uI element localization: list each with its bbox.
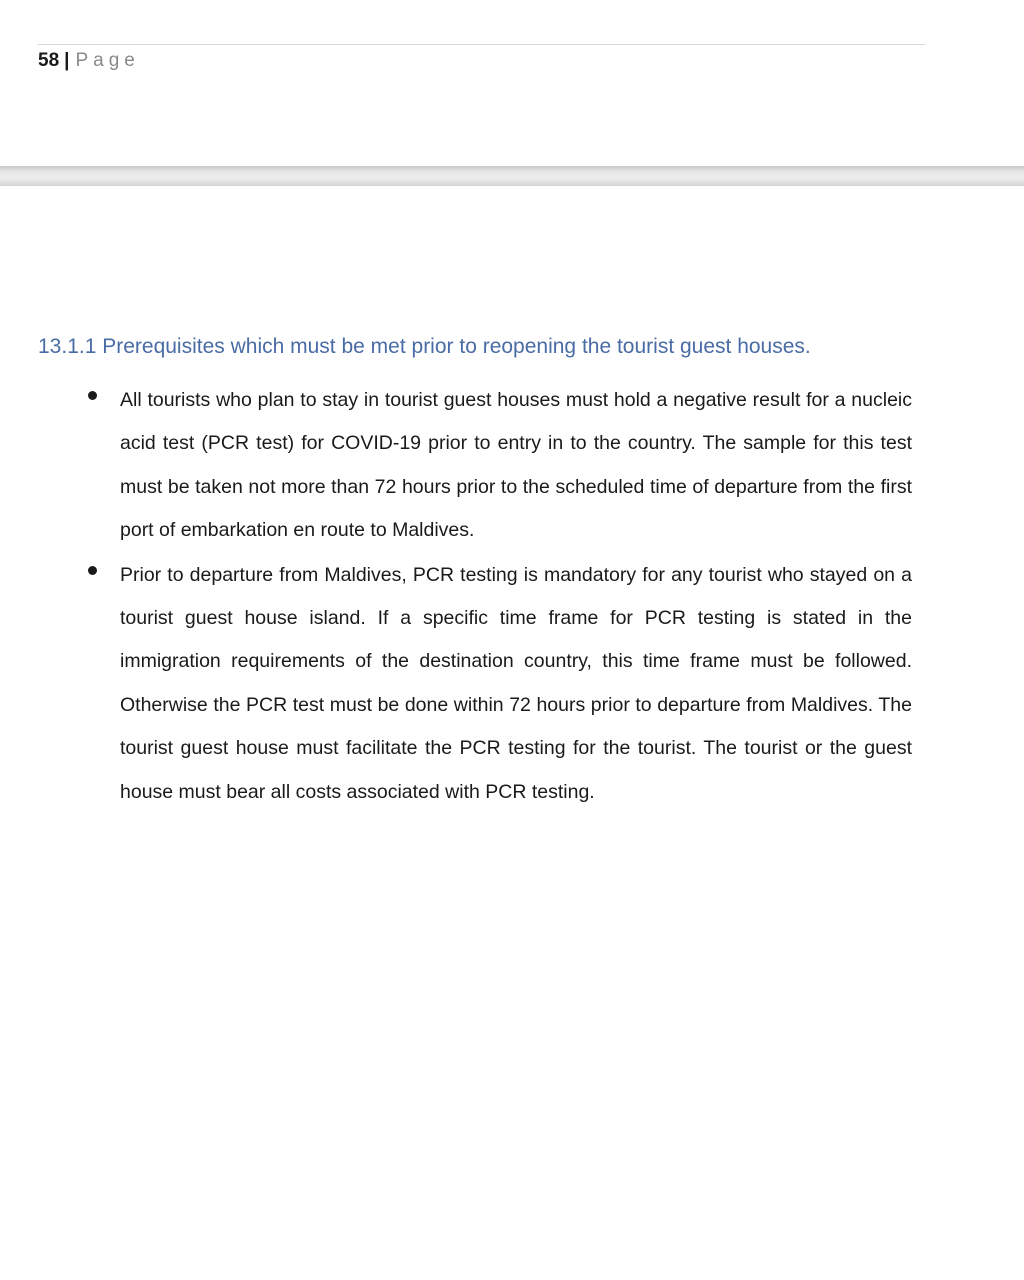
list-item	[0, 379, 1024, 553]
previous-page-footer	[0, 0, 1024, 166]
bullet-point-icon	[88, 566, 97, 575]
page-label: Page	[75, 50, 140, 71]
list-item-text: All tourists who plan to stay in tourist guest houses must hold a negative result for a nucleic acid test (PCR test) for COVID-19 prior to entry in to the country. The sample for this test must be taken not more than 72 hours prior to the scheduled time of departure from the first port of embarkation en route to Maldives.	[120, 389, 912, 542]
page-number-line	[38, 49, 140, 73]
section-heading: 13.1.1 Prerequisites which must be met prior to reopening the tourist guest houses.	[38, 335, 811, 358]
page-number-separator: |	[64, 50, 70, 71]
document-page	[0, 186, 1024, 1280]
page-number: 58	[38, 50, 60, 71]
bullet-list	[0, 379, 1024, 815]
list-item	[0, 554, 1024, 814]
bullet-point-icon	[88, 391, 97, 400]
footer-divider	[38, 44, 925, 45]
page-break-gap	[0, 166, 1024, 186]
list-item-text: Prior to departure from Maldives, PCR testing is mandatory for any tourist who stayed on a tourist guest house island. If a specific time frame for PCR testing is stated in the immigration requirements of the destination country, this time frame must be followed. Otherwise the PCR test must be done within 72 hours prior to departure from Maldives. The tourist guest house must facilitate the PCR testing for the tourist. The tourist or the guest house must bear all costs associated with PCR testing.	[120, 563, 912, 803]
